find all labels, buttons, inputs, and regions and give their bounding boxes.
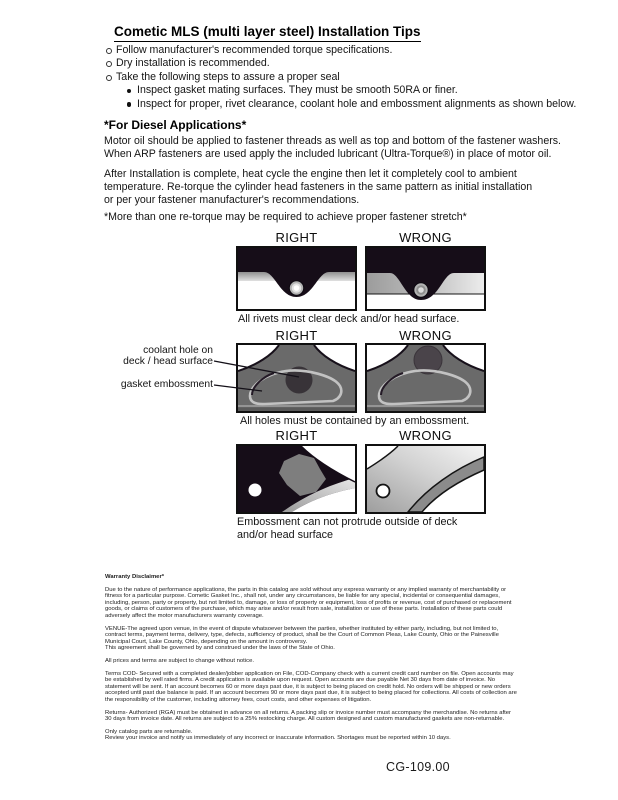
disclaimer-paragraph: Review your invoice and notify us immediately of any incorrect or inaccurate information. Shortages must be reported within 10 days. (105, 735, 451, 742)
tip-text: Follow manufacturer's recommended torque specifications. (116, 44, 393, 56)
annotation-line: deck / head surface (123, 356, 213, 368)
bullet-icon (127, 89, 131, 93)
rivet-icon (289, 281, 303, 295)
disclaimer-paragraph: Terms COD- Secured with a completed dealer/jobber application on File, COD-Company check with a current credit card number on file. Open accounts may be established by well rated firms. A credit application is available upon request. Open accounts are due payable Net 30 days from date of invoice. No statement will be sent. If an account becomes 60 or more days past due, it is subject to being placed on credit hold. No orders will be shipped or new orders accepted until past due balance is paid. If an account becomes 90 or more days past due, it is subject to being placed for collections. All costs of collection are the responsibility of the customer, including attorney fees, court costs, and other expenses of litigation. (105, 670, 517, 703)
disclaimer-paragraph: Returns- Authorized (RGA) must be obtained in advance on all returns. A packing slip or invoice number must accompany the merchandise. No returns after 30 days from invoice date. All returns are subject to a 25% restocking charge. All custom designed and custom manufactured gaskets are non-returnable. (105, 709, 512, 723)
tip-text: Inspect gasket mating surfaces. They must be smooth 50RA or finer. (137, 84, 458, 97)
gasket-embossment-annotation: gasket embossment (120, 379, 213, 390)
paragraph-line: or per your fastener manufacturer's recommendations. (104, 194, 360, 206)
open-bullet-icon (106, 48, 112, 54)
open-bullet-icon (106, 61, 112, 67)
diagram-embossment-right (236, 444, 357, 514)
tip-text: Inspect for proper, rivet clearance, coolant hole and embossment alignments as shown below. (137, 97, 577, 110)
diagram-rivet-right (236, 246, 357, 311)
right-label: RIGHT (275, 328, 318, 343)
diesel-heading: *For Diesel Applications* (104, 118, 247, 132)
disclaimer-paragraph: Only catalog parts are returnable. (105, 728, 193, 735)
rivet-icon (414, 283, 428, 297)
diesel-paragraph-2 (104, 168, 532, 207)
tips-list (106, 44, 576, 111)
retorque-note: *More than one re-torque may be required to achieve proper fastener stretch* (104, 211, 467, 223)
bolt-hole (377, 485, 390, 498)
caption-line: and/or head surface (237, 528, 334, 541)
wrong-label: WRONG (399, 328, 452, 343)
list-item (106, 44, 576, 57)
disclaimer-heading: Warranty Disclaimer* (105, 574, 165, 580)
open-bullet-icon (106, 75, 112, 81)
list-item (106, 71, 576, 84)
rivet-right-illustration (238, 248, 355, 309)
list-item (127, 84, 576, 97)
right-label: RIGHT (275, 428, 318, 443)
annotation-leader-lines (208, 350, 323, 398)
diesel-paragraph-1 (104, 135, 561, 161)
list-item (106, 57, 576, 70)
paragraph-line: After Installation is complete, heat cycle the engine then let it completely cool to ambient (104, 168, 517, 180)
disclaimer-paragraph: VENUE-The agreed upon venue, in the event of dispute whatsoever between the parties, whether instituted by either party, including, but not limited to, contract terms, payment terms, delivery, type, defects, sufficiency of product, shall be the Court of Common Pleas, Lake County, Ohio or the Painesville Municipal Court, Lake County, Ohio, depending on the amount in controversy. (105, 625, 499, 645)
caption-line: Embossment can not protrude outside of deck (237, 516, 458, 528)
paragraph-line: When ARP fasteners are used apply the included lubricant (Ultra-Torque®) in place of motor oil. (104, 148, 552, 160)
wrong-label: WRONG (399, 428, 452, 443)
diagram-caption (237, 516, 457, 541)
annotation-line: coolant hole on (143, 345, 213, 356)
bullet-icon (127, 102, 131, 106)
disclaimer-paragraph: All prices and terms are subject to change without notice. (105, 657, 254, 664)
diagram-rivet-wrong (365, 246, 486, 311)
coolant-hole-annotation (105, 345, 213, 367)
tip-text: Take the following steps to assure a proper seal (116, 70, 340, 83)
disclaimer-paragraph: Due to the nature of performance applications, the parts in this catalog are sold without any express warranty or any implied warranty of merchantability or fitness for a particular purpose. Cometic Gasket Inc., shall not, under any circumstances, be liable for any special, incidental or consequential damages, including, person, party or property, but not limited to, damage, or loss of property or equipment, loss of profits or revenue, cost of purchased or replacement goods, or claims of customers of the purchase, which may arise and/or result from sale, installation or use of these parts. Installation of these parts could adversely affect the motor manufacturers warranty coverage. (105, 586, 512, 619)
tip-text: Dry installation is recommended. (116, 57, 270, 70)
list-item (127, 98, 576, 111)
diagram-caption: All rivets must clear deck and/or head surface. (238, 313, 460, 325)
bolt-hole (249, 484, 262, 497)
hole-wrong-illustration (367, 345, 484, 411)
embossment-right-illustration (238, 446, 355, 512)
diagram-embossment-wrong (365, 444, 486, 514)
rivet-wrong-illustration (367, 248, 484, 309)
disclaimer-paragraph: This agreement shall be governed by and construed under the laws of the State of Ohio. (105, 645, 335, 652)
page-title: Cometic MLS (multi layer steel) Installation Tips (114, 24, 421, 42)
diagram-hole-wrong (365, 343, 486, 413)
diagram-caption: All holes must be contained by an embossment. (240, 415, 470, 427)
paragraph-line: Motor oil should be applied to fastener threads as well as top and bottom of the fastener washers. (104, 135, 561, 147)
right-label: RIGHT (275, 230, 318, 245)
wrong-label: WRONG (399, 230, 452, 245)
embossment-wrong-illustration (367, 446, 484, 512)
paragraph-line: temperature. Re-torque the cylinder head fasteners in the same pattern as initial installation (104, 181, 533, 193)
warranty-disclaimer (105, 574, 518, 748)
document-code: CG-109.00 (386, 760, 450, 774)
